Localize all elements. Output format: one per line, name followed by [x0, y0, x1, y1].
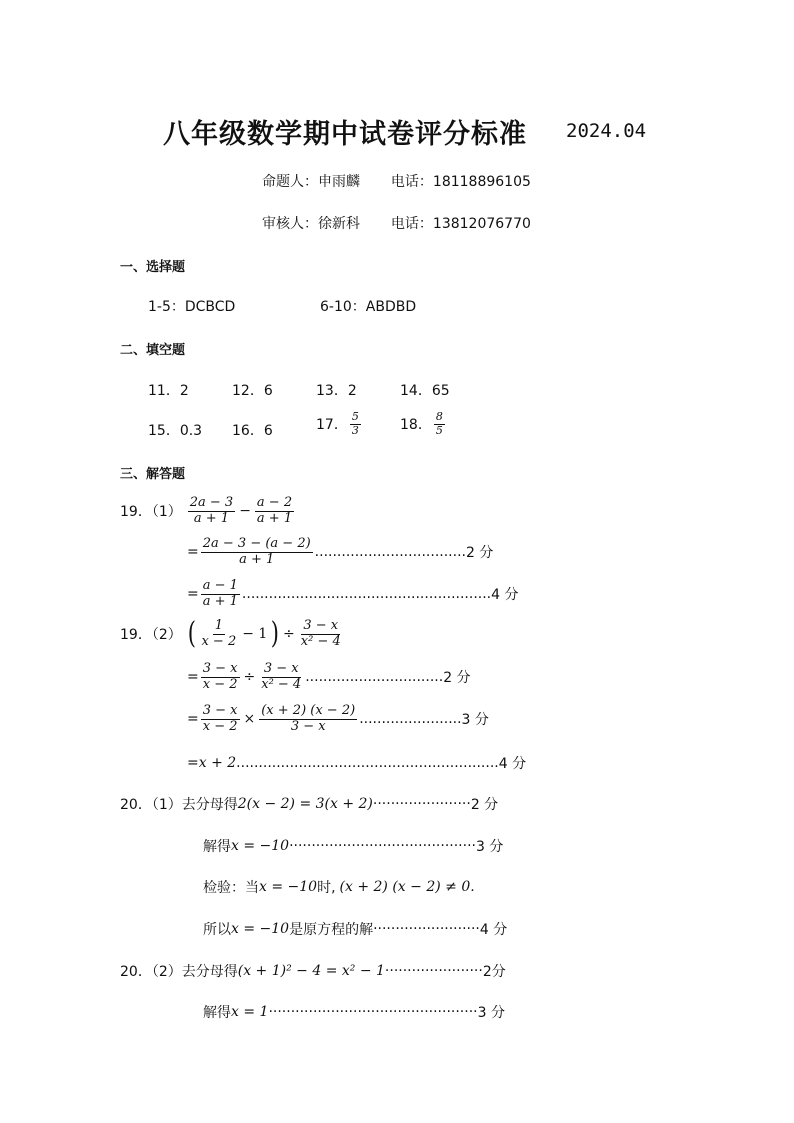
numerator: 2a − 3 [189, 495, 234, 510]
equation: 2(x − 2) = 3(x + 2) [237, 796, 373, 812]
right-paren: ) [271, 616, 280, 652]
equals: = [187, 586, 199, 603]
section-heading-choice: 一、选择题 [120, 260, 186, 275]
q19-1-step2 [187, 579, 519, 610]
equals: = [187, 711, 199, 728]
fraction [201, 662, 240, 693]
answer-18-fraction [434, 411, 445, 437]
score: 3 分 [461, 712, 489, 729]
step-text: 所以 [203, 922, 231, 938]
numerator: 3 − x [303, 618, 339, 633]
q19-2-step1 [187, 662, 471, 693]
step-text: 去分母得 [181, 797, 238, 813]
leader-dots: ······················ [384, 963, 483, 979]
score: 2分 [482, 964, 506, 980]
denominator: x − 2 [202, 676, 238, 692]
numerator: 5 [351, 410, 359, 423]
leader-dots: ·········································· [289, 838, 476, 854]
q20-2-line2 [203, 1002, 505, 1022]
leader-dots: ........................................................ [241, 586, 492, 603]
denominator: a + 1 [202, 593, 238, 609]
answer-13: 13．2 [316, 383, 357, 399]
q19-2-step3 [187, 753, 526, 773]
answer-14: 14．65 [400, 383, 450, 399]
score: 4 分 [498, 756, 527, 772]
reviewer-phone-label: 电话： [390, 216, 433, 232]
numerator: a − 1 [202, 578, 238, 593]
fraction [201, 537, 313, 568]
answer-1-5: 1-5：DCBCD [148, 299, 236, 315]
step-text: 去分母得 [181, 964, 238, 980]
fraction [299, 619, 343, 650]
q19-1-label: 19．（1） [120, 504, 182, 521]
author-phone-label: 电话： [390, 174, 433, 190]
score: 2 分 [465, 545, 494, 562]
score: 2 分 [470, 797, 499, 813]
step-text: 解得 [203, 1005, 231, 1021]
fraction [201, 704, 240, 735]
equals: = [187, 669, 199, 686]
leader-dots: ······················ [372, 796, 471, 812]
equation: x = −10 [259, 879, 318, 895]
times-sign: × [243, 711, 256, 728]
denominator: x − 2 [202, 718, 238, 734]
left-paren: ( [187, 616, 196, 652]
answer-15: 15．0.3 [148, 423, 203, 439]
author-line [262, 171, 531, 191]
result-expression: =x + 2 [187, 755, 237, 771]
answer-11: 11．2 [148, 383, 189, 399]
score: 4 分 [479, 922, 508, 938]
section-heading-fill: 二、填空题 [120, 343, 186, 358]
reviewer-name: 徐新科 [318, 216, 360, 232]
reviewer-phone: 13812076770 [432, 216, 531, 232]
reviewer-line [262, 213, 531, 233]
q20-2-line1 [120, 961, 506, 981]
leader-dots: .................................. [314, 544, 466, 561]
answer-17-label: 17． [316, 417, 348, 434]
divide-sign: ÷ [243, 669, 256, 686]
q20-1-line1 [120, 794, 498, 814]
q19-1-problem [120, 496, 296, 527]
step-text: 解得 [203, 839, 231, 855]
step-text: 时, [317, 880, 336, 896]
fraction [199, 619, 238, 650]
fraction [255, 496, 294, 527]
numerator: a − 2 [256, 495, 293, 510]
answer-18 [400, 411, 447, 437]
author-phone: 18118896105 [432, 174, 531, 190]
equation: (x + 2) (x − 2) ≠ 0. [339, 879, 475, 895]
numerator: 3 − x [263, 661, 299, 676]
reviewer-label: 审核人： [262, 216, 318, 232]
step-text: 检验：当 [203, 880, 259, 896]
leader-dots: ························ [373, 921, 480, 937]
section-heading-solve: 三、解答题 [120, 467, 186, 482]
equation: x = −10 [231, 921, 290, 937]
numerator: 2a − 3 − (a − 2) [202, 536, 311, 551]
denominator: a + 1 [239, 551, 275, 567]
denominator: a + 1 [256, 510, 293, 526]
exam-date: 2024.04 [566, 120, 647, 142]
author-label: 命题人： [262, 174, 318, 190]
equation: x = 1 [231, 1004, 269, 1020]
leader-dots: ....................... [359, 711, 462, 728]
divide-sign: ÷ [283, 626, 295, 643]
numerator: 3 − x [202, 661, 238, 676]
q20-1-line3 [203, 877, 475, 897]
minus-sign: − [239, 503, 251, 520]
q19-1-step1 [187, 537, 493, 568]
answer-16: 16．6 [232, 423, 273, 439]
page-title: 八年级数学期中试卷评分标准 [163, 119, 527, 150]
denominator: 3 − x [290, 718, 326, 734]
denominator: a + 1 [193, 510, 230, 526]
author-name: 申雨麟 [318, 174, 360, 190]
answer-6-10: 6-10：ABDBD [320, 299, 417, 315]
equation: (x + 1)² − 4 = x² − 1 [237, 963, 385, 979]
score: 2 分 [443, 670, 471, 687]
score: 4 分 [491, 587, 519, 604]
leader-dots: ............................... [305, 669, 444, 686]
answer-18-label: 18． [400, 417, 432, 434]
fraction [188, 496, 235, 527]
denominator: 5 [435, 423, 443, 437]
numerator: 1 [214, 618, 223, 633]
answer-17-fraction [350, 411, 361, 437]
numerator: 3 − x [202, 703, 238, 718]
equation: x = −10 [231, 838, 290, 854]
denominator: x − 2 [201, 633, 237, 649]
q19-2-problem [120, 616, 345, 652]
denominator: 3 [351, 423, 359, 437]
fraction [201, 579, 240, 610]
leader-dots: ........................................................... [236, 755, 499, 771]
q19-2-label: 19．（2） [120, 627, 182, 644]
answer-17 [316, 411, 363, 437]
denominator: x² − 4 [261, 676, 302, 692]
q19-2-step2 [187, 704, 489, 735]
denominator: x² − 4 [300, 633, 341, 649]
equals: = [187, 544, 199, 561]
minus-one: − 1 [242, 626, 268, 643]
q20-1-line2 [203, 836, 503, 856]
numerator: 8 [435, 410, 443, 423]
q20-1-label: 20．（1） [120, 797, 182, 813]
score: 3 分 [477, 1005, 505, 1021]
q20-1-line4 [203, 919, 507, 939]
fraction [259, 662, 303, 693]
leader-dots: ··············································· [268, 1004, 478, 1020]
q20-2-label: 20．（2） [120, 964, 182, 980]
answer-12: 12．6 [232, 383, 273, 399]
fraction [259, 704, 357, 735]
score: 3 分 [476, 839, 504, 855]
numerator: (x + 2) (x − 2) [261, 703, 356, 718]
step-text: 是原方程的解 [289, 922, 374, 938]
